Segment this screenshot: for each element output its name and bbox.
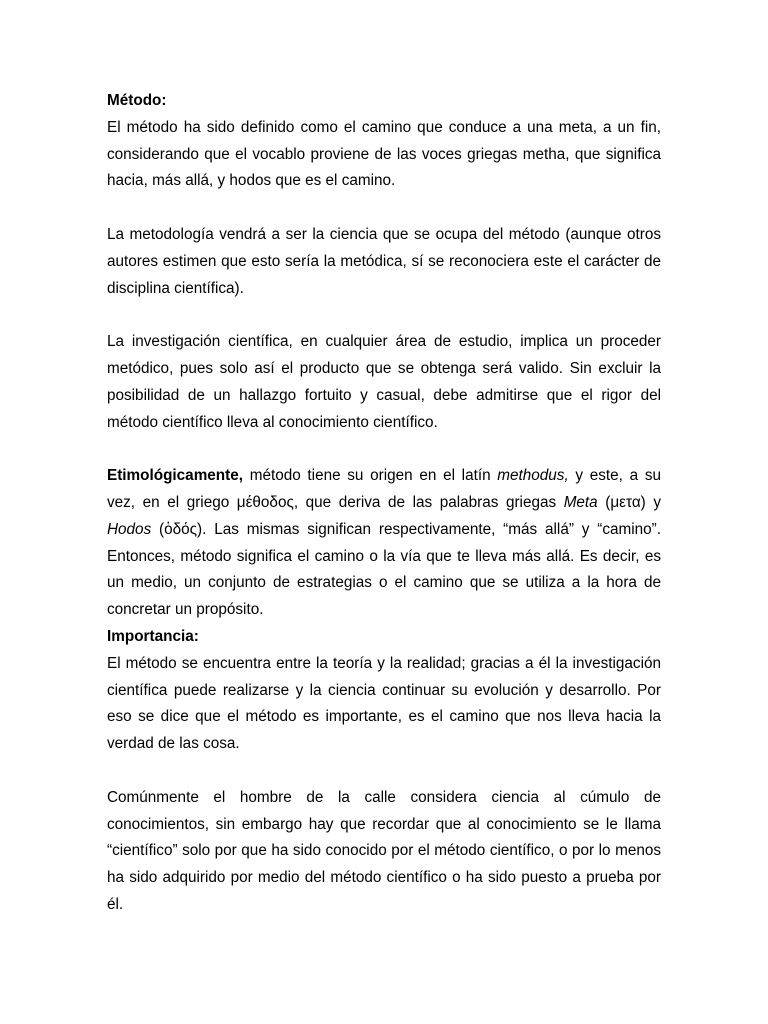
paragraph-gap xyxy=(107,195,661,222)
paragraph-gap xyxy=(107,436,661,463)
etimologia-text-1: método tiene su origen en el latín xyxy=(243,467,498,485)
etimologia-methodus: methodus, xyxy=(497,467,569,485)
etimologia-hodos: Hodos xyxy=(107,520,152,538)
etimologia-text-2: y este, a su vez, en el griego μέθοδος, que deriva de las palabras griegas xyxy=(107,467,661,511)
etimologia-meta: Meta xyxy=(563,493,598,511)
etimologia-text-3: (μετα) y xyxy=(597,493,661,511)
paragraph-metodo-definicion: El método ha sido definido como el camino que conduce a una meta, a un fin, considerando que el vocablo proviene de las voces griegas metha, que significa hacia, más allá, y hodos que es el camino. xyxy=(107,118,661,190)
paragraph-gap xyxy=(107,758,661,785)
paragraph-gap xyxy=(107,302,661,329)
paragraph-conocimiento-cientifico: Comúnmente el hombre de la calle considera ciencia al cúmulo de conocimientos, sin embargo hay que recordar que al conocimiento se le llama “científico” solo por que ha sido conocido por el método científico, o por lo menos ha sido adquirido por medio del método científico o ha sido puesto a prueba por él. xyxy=(107,788,661,913)
heading-metodo: Método: xyxy=(107,92,167,109)
paragraph-metodologia: La metodología vendrá a ser la ciencia que se ocupa del método (aunque otros autores estimen que esto sería la metódica, sí se reconociera este el carácter de disciplina científica). xyxy=(107,225,661,297)
heading-importancia: Importancia: xyxy=(107,627,199,645)
paragraph-importancia: El método se encuentra entre la teoría y la realidad; gracias a él la investigación científica puede realizarse y la ciencia continuar su evolución y desarrollo. Por eso se dice que el método es importante, es el camino que nos lleva hacia la verdad de las cosa. xyxy=(107,654,661,753)
etimologia-lead: Etimológicamente, xyxy=(107,467,243,485)
paragraph-etimologia xyxy=(107,463,661,624)
etimologia-text-4: (ὁδός). Las mismas significan respectivamente, “más allá” y “camino”. Entonces, método significa el camino o la vía que te lleva más allá. Es decir, es un medio, un conjunto de estrategias o el camino que se utiliza a la hora de concretar un propósito. xyxy=(107,520,661,619)
paragraph-investigacion: La investigación científica, en cualquier área de estudio, implica un proceder metódico, pues solo así el producto que se obtenga será valido. Sin excluir la posibilidad de un hallazgo fortuito y casual, debe admitirse que el rigor del método científico lleva al conocimiento científico. xyxy=(107,333,661,431)
document-page xyxy=(107,88,661,919)
